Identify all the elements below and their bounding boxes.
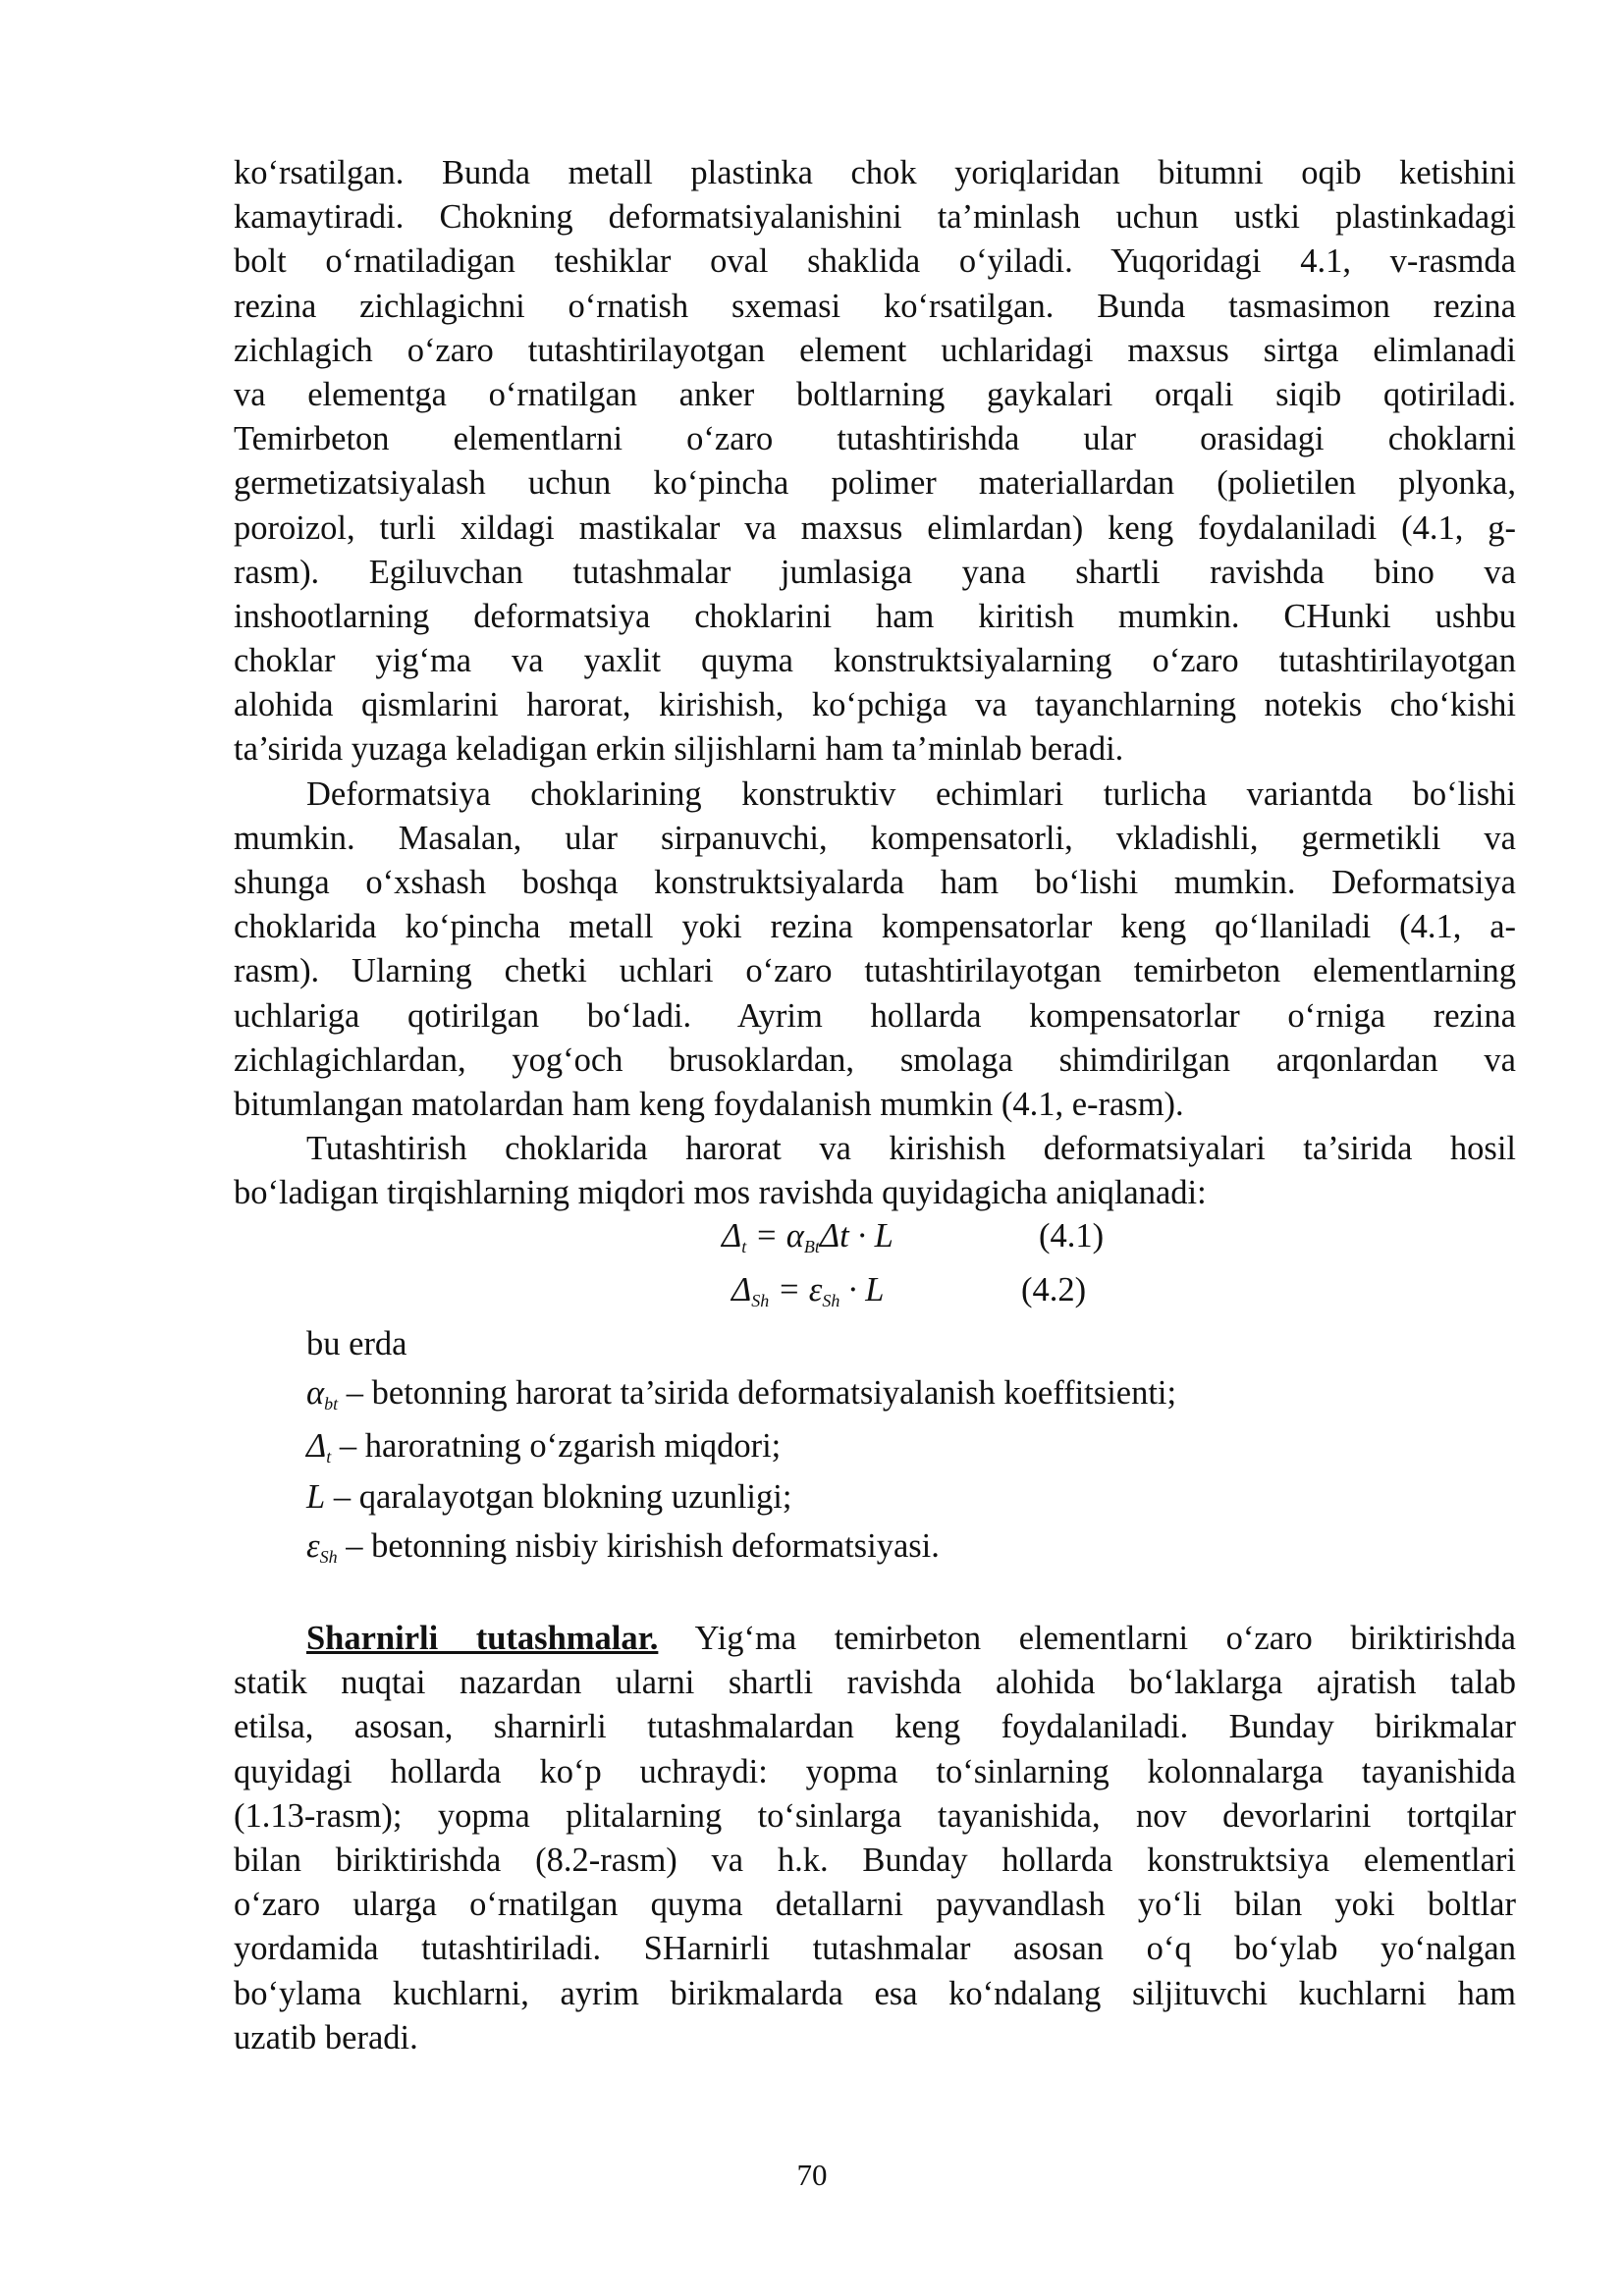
text-line: uchlariga qotirilgan bo‘ladi. Ayrim hollarda kompensatorlar o‘rniga rezina (234, 996, 1516, 1035)
definition-delta: $\Delta_t$ – haroratning o‘zgarish miqdori; (306, 1427, 782, 1467)
text-line: yordamida tutashtiriladi. SHarnirli tutashmalar asosan o‘q bo‘ylab yo‘nalgan (234, 1930, 1516, 1968)
text-line: bo‘ladigan tirqishlarning miqdori mos ravishda quyidagicha aniqlanadi: (234, 1174, 1207, 1212)
text-line: Tutashtirish choklarida harorat va kirishish deformatsiyalari ta’sirida hosil (306, 1130, 1516, 1168)
definition-length: L – qaralayotgan blokning uzunligi; (306, 1478, 792, 1516)
text-line: poroizol, turli xildagi mastikalar va maxsus elimlardan) keng foydalaniladi (4.1, g- (234, 508, 1516, 547)
equation-number-4-2: (4.2) (1021, 1271, 1087, 1308)
text-line: va elementga o‘rnatilgan anker boltlarning gaykalari orqali siqib qotiriladi. (234, 375, 1516, 413)
text-line: etilsa, asosan, sharnirli tutashmalardan keng foydalaniladi. Bunday birikmalar (234, 1708, 1516, 1746)
text-line: bilan biriktirishda (8.2-rasm) va h.k. Bunday hollarda konstruktsiya elementlari (234, 1841, 1516, 1879)
text-line: bolt o‘rnatiladigan teshiklar oval shaklida o‘yiladi. Yuqoridagi 4.1, v-rasmda (234, 242, 1516, 281)
text-line: statik nuqtai nazardan ularni shartli ravishda alohida bo‘laklarga ajratish talab (234, 1664, 1516, 1702)
page-number: 70 (796, 2158, 828, 2192)
text-line: o‘zaro ularga o‘rnatilgan quyma detallarni payvandlash yo‘li bilan yoki boltlar (234, 1886, 1516, 1924)
equation-number-4-1: (4.1) (1039, 1217, 1105, 1255)
text-line: mumkin. Masalan, ular sirpanuvchi, kompensatorli, vkladishli, germetikli va (234, 819, 1516, 857)
equation-4-2: $\Delta_{Sh} = \varepsilon_{Sh} \cdot L$ (731, 1271, 885, 1310)
text-line: germetizatsiyalash uchun ko‘pincha polimer materiallardan (polietilen plyonka, (234, 464, 1516, 503)
definition-alpha: $\alpha_{bt}$ – betonning harorat ta’sirida deformatsiyalanish koeffitsienti; (306, 1374, 1177, 1414)
text-line: Temirbeton elementlarni o‘zaro tutashtirishda ular orasidagi choklarni (234, 420, 1516, 458)
text-line: quyidagi hollarda ko‘p uchraydi: yopma to‘sinlarning kolonnalarga tayanishida (234, 1752, 1516, 1790)
text-line: rasm). Ularning chetki uchlari o‘zaro tutashtirilayotgan temirbeton elementlarning (234, 952, 1516, 990)
text-line: zichlagichlardan, yog‘och brusoklardan, smolaga shimdirilgan arqonlardan va (234, 1041, 1516, 1079)
definition-epsilon: $\varepsilon_{Sh}$ – betonning nisbiy kirishish deformatsiyasi. (306, 1527, 940, 1567)
text-line: rasm). Egiluvchan tutashmalar jumlasiga yana shartli ravishda bino va (234, 553, 1516, 591)
text-line: zichlagich o‘zaro tutashtirilayotgan element uchlaridagi maxsus sirtga elimlanadi (234, 331, 1516, 369)
equation-4-1: $\Delta_t = \alpha_{Bt}\Delta t \cdot L$ (722, 1217, 893, 1256)
section-first-line: Sharnirli tutashmalar. Yig‘ma temirbeton elementlarni o‘zaro biriktirishda (306, 1620, 1516, 1657)
text-line: bitumlangan matolardan ham keng foydalanish mumkin (4.1, e-rasm). (234, 1085, 1184, 1123)
text-line: Deformatsiya choklarining konstruktiv echimlari turlicha variantda bo‘lishi (306, 774, 1516, 813)
text-line: rezina zichlagichni o‘rnatish sxemasi ko‘rsatilgan. Bunda tasmasimon rezina (234, 287, 1516, 325)
text-line: choklarida ko‘pincha metall yoki rezina kompensatorlar keng qo‘llaniladi (4.1, a- (234, 908, 1516, 946)
body-text-upper (234, 151, 1516, 1216)
text-line: kamaytiradi. Chokning deformatsiyalanishini ta’minlash uchun ustki plastinkadagi (234, 198, 1516, 237)
definitions-intro: bu erda (306, 1325, 407, 1362)
text-line: bo‘ylama kuchlarni, ayrim birikmalarda esa ko‘ndalang siljituvchi kuchlarni ham (234, 1974, 1516, 2012)
text-line: inshootlarning deformatsiya choklarini ham kiritish mumkin. CHunki ushbu (234, 597, 1516, 635)
section-heading: Sharnirli tutashmalar. (306, 1620, 659, 1657)
body-text-lower (234, 1617, 1516, 2060)
text-line: uzatib beradi. (234, 2018, 418, 2056)
text-line: shunga o‘xshash boshqa konstruktsiyalarda ham bo‘lishi mumkin. Deformatsiya (234, 864, 1516, 901)
text-line: ko‘rsatilgan. Bunda metall plastinka chok yoriqlaridan bitumni oqib ketishini (234, 154, 1516, 191)
text-line: ta’sirida yuzaga keladigan erkin siljishlarni ham ta’minlab beradi. (234, 730, 1124, 769)
text-line: alohida qismlarini harorat, kirishish, ko‘pchiga va tayanchlarning notekis cho‘kishi (234, 686, 1516, 724)
text-line: choklar yig‘ma va yaxlit quyma konstruktsiyalarning o‘zaro tutashtirilayotgan (234, 642, 1516, 680)
text-line: (1.13-rasm); yopma plitalarning to‘sinlarga tayanishida, nov devorlarini tortqilar (234, 1796, 1516, 1835)
